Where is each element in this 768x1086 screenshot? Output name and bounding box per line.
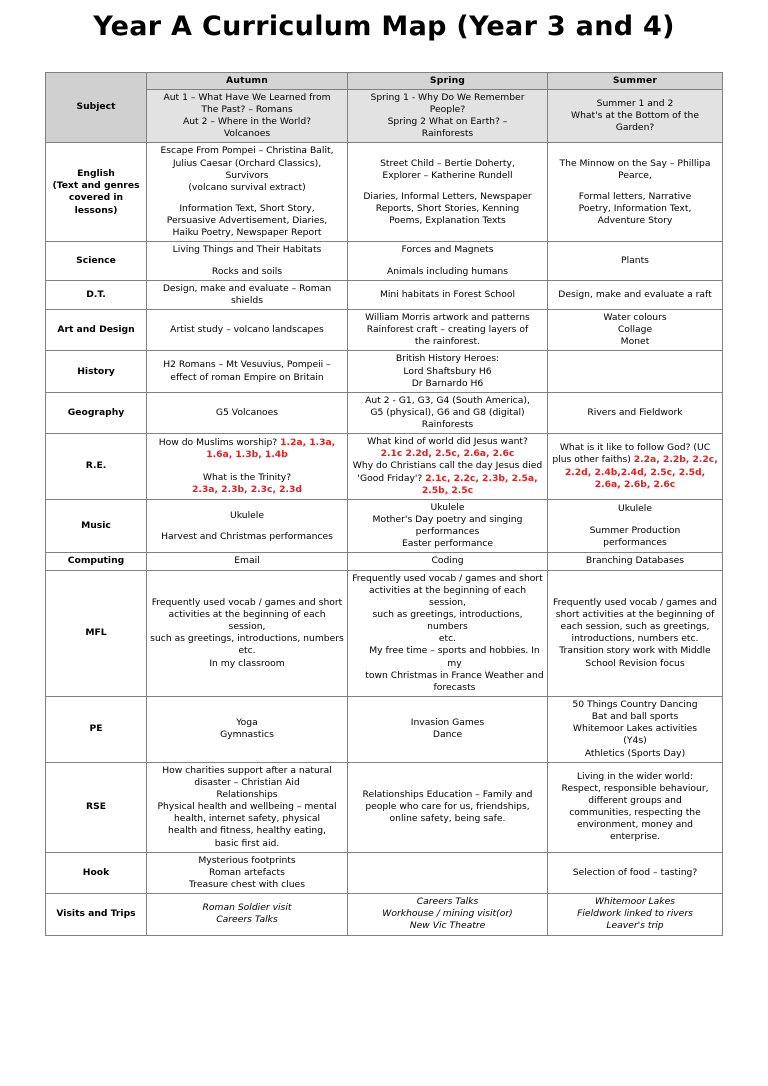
text-line: Spring 2 What on Earth? – [387,116,508,128]
text-line: Reports, Short Stories, Kenning [375,202,520,214]
cell-history-spring [348,351,548,392]
subject-label-computing [46,553,147,570]
text-line: Dr Barnardo H6 [411,377,484,389]
text-line: Volcanoes [223,128,271,140]
text-line [150,522,344,531]
table-row [46,697,723,763]
topic-summer [548,89,723,143]
text-line: RSE [86,801,106,813]
text-line: PE [89,723,103,735]
cell-music-autumn [147,499,348,553]
text-line: effect of roman Empire on Britain [170,371,324,383]
text-line: Design, make and evaluate a raft [558,288,712,300]
text-line: lessons) [74,204,118,216]
text-line: Plants [621,254,649,266]
text-line: Lord Shaftsbury H6 [403,365,492,377]
cell-english-summer [548,143,723,242]
text-line: Spring 1 - Why Do We Remember [370,91,525,103]
text-line: activities at the beginning of each session, [368,584,527,608]
text-line: Rocks and soils [211,265,283,277]
text-line: Selection of food – tasting? [572,866,698,878]
text-line: Yoga [236,717,258,729]
text-line: introductions, numbers etc. [571,633,699,645]
text-line: online safety, being safe. [389,813,506,825]
text-line: Harvest and Christmas performances [161,530,333,542]
text-line: Forces and Magnets [401,244,494,256]
cell-rse-autumn [147,762,348,852]
text-line: different groups and [588,795,682,807]
text-line: Athletics (Sports Day) [584,747,686,759]
re-autumn-q1-text: How do Muslims worship? [158,437,281,449]
text-line: Mysterious footprints [198,854,296,866]
text-line: Frequently used vocab / games and short [352,572,543,584]
text-line: performances [603,536,667,548]
table-row [46,143,723,242]
text-line: such as greetings, introductions, numbers [150,633,344,645]
re-autumn-q2-text: What is the Trinity? [202,471,292,483]
cell-pe-autumn [147,697,348,763]
text-line: Relationships Education – Family and [362,789,533,800]
text-line: Mother's Day poetry and singing [372,514,523,526]
cell-hook-autumn [147,852,348,893]
text-line: Summer 1 and 2 [596,97,674,109]
curriculum-map-table [45,72,723,936]
cell-hook-summer [548,852,723,893]
subject-label-english [46,143,147,242]
text-line: Survivors [225,169,269,181]
text-line: G5 (physical), G6 and G8 (digital) [370,406,525,418]
text-line: Collage [617,324,653,336]
text-line: basic first aid. [214,837,280,849]
text-line: etc. [238,645,256,657]
text-line: etc. [438,633,457,645]
text-line: Physical health and wellbeing – mental [157,801,337,813]
cell-dt-autumn [147,280,348,309]
text-line: Animals including humans [386,265,509,277]
cell-computing-autumn [147,553,348,570]
text-line: Email [234,555,260,567]
text-line: Formal letters, Narrative [578,190,692,202]
text-line: What's at the Bottom of the [571,110,699,122]
text-line: Branching Databases [585,555,685,567]
text-line: Roman Soldier visit [202,902,292,914]
mfl-spring-main [351,573,544,646]
text-line: Art and Design [57,324,135,336]
subject-label-visits-and-trips [46,894,147,935]
cell-geography-autumn [147,392,348,433]
cell-mfl-summer [548,570,723,696]
mfl-spring-detail [351,645,544,694]
table-row [46,762,723,852]
cell-geography-spring [348,392,548,433]
text-line: Workhouse / mining visit(or) [382,908,513,920]
text-line [150,194,344,203]
re-spring-q2-codes: 2.1c, 2.2c, 2.3b, 2.5a, 2.5b, 2.5c [421,472,538,496]
text-line [551,516,719,525]
cell-science-spring [348,242,548,280]
cell-art-autumn [147,309,348,350]
re-summer-q1-codes: 2.2a, 2.2b, 2.2c, 2.2d, 2.4b,2.4d, 2.5c, 2.5d, 2.6a, 2.6b, 2.6c [564,454,718,490]
text-line: D.T. [86,288,106,300]
text-line: Treasure chest with clues [189,878,305,890]
text-line: Escape From Pompei – Christina Balit, [160,145,334,157]
text-line: Water colours [603,311,667,323]
header-subject: Subject [46,72,147,143]
re-spring-q1-text: What kind of world did Jesus want? [367,436,528,448]
text-line: People? [429,103,466,115]
table-row [46,280,723,309]
cell-mfl-spring [348,570,548,696]
text-line: Coding [431,555,464,567]
cell-rse-summer [548,762,723,852]
text-line: each session, such as greetings, [560,621,710,633]
text-line: Careers Talks [216,914,278,926]
cell-visits-spring [348,894,548,935]
cell-re-autumn [147,434,348,500]
text-line: The Minnow on the Say – Phillipa [559,157,711,169]
text-line: Careers Talks [416,896,479,908]
text-line: Persuasive Advertisement, Diaries, [166,215,328,227]
table-row [46,242,723,280]
table-row [46,553,723,570]
text-line: G5 Volcanoes [215,406,279,418]
text-line: disaster – Christian Aid [194,776,300,788]
text-line: New Vic Theatre [409,920,486,932]
text-line: Information Text, Short Story, [179,202,315,214]
re-autumn-question-1 [150,437,344,461]
text-line: Dance [432,729,463,741]
table-header-row [46,72,723,89]
text-line: Living in the wider world: [576,770,694,782]
cell-art-spring [348,309,548,350]
text-line [351,257,544,266]
text-line: Mini habitats in Forest School [379,288,516,300]
text-line: Whitemoor Lakes [594,896,676,908]
text-line: (Text and genres [52,180,140,192]
subject-label-re: R.E. [46,434,147,500]
re-autumn-q2-codes: 2.3a, 2.3b, 2.3c, 2.3d [192,483,302,495]
cell-visits-summer [548,894,723,935]
spacer [150,462,344,472]
cell-re-summer [548,434,723,500]
text-line: such as greetings, introductions, numbers [372,609,523,633]
re-spring-q2-text: Why do Christians call the day Jesus died 'Good Friday'? [352,460,543,484]
text-line: environment, money and [576,819,694,831]
text-line: Gymnastics [220,729,274,741]
text-line: History [77,365,115,377]
text-line: Monet [620,336,650,348]
text-line: Adventure Story [597,215,673,227]
text-line: health, internet safety, physical [173,813,321,825]
re-spring-q1-codes: 2.1c 2.2d, 2.5c, 2.6a, 2.6c [380,448,515,460]
text-line: Ukulele [618,503,652,515]
cell-rse-spring [348,762,548,852]
text-line: Hook [82,866,110,878]
cell-geography-summer [548,392,723,433]
re-autumn-q1-codes: 1.2a, 1.3a, 1.6a, 1.3b, 1.4b [206,437,336,461]
cell-music-spring [348,499,548,553]
text-line: Rivers and Fieldwork [587,406,683,418]
cell-computing-spring [348,553,548,570]
subject-label-mfl: MFL [46,570,147,696]
re-summer-q1-text: What is it like to follow God? (UC plus other faiths) [552,442,711,466]
text-line: Whitemoor Lakes activities [572,723,698,735]
text-line: activities at the beginning of each session, [168,609,326,633]
text-line: School Revision focus [585,657,685,669]
topic-overview-row [46,89,723,143]
re-spring-question-2 [351,460,544,496]
text-line: Rainforest craft – creating layers of [366,324,529,336]
text-line: short activities at the beginning of [555,609,715,621]
text-line: Geography [67,406,125,418]
text-line: (Y4s) [623,735,647,747]
table-row [46,852,723,893]
text-line: Rainforests [421,128,474,140]
subject-label-music [46,499,147,553]
text-line: Diaries, Informal Letters, Newspaper [363,190,532,202]
text-line: Design, make and evaluate – Roman [162,282,332,294]
text-line: Leaver's trip [606,920,664,932]
text-line: Computing [67,555,125,567]
table-row [46,392,723,433]
page-title: Year A Curriculum Map (Year 3 and 4) [93,11,675,42]
text-line: Invasion Games [410,717,485,729]
table-row [46,434,723,500]
subject-label-art-and-design [46,309,147,350]
text-line: Pearce, [618,169,652,181]
text-line: Easter performance [401,538,493,550]
text-line: Julius Caesar (Orchard Classics), [172,157,322,169]
text-line: Music [81,520,111,532]
text-line: covered in [68,192,124,204]
cell-english-autumn [147,143,348,242]
text-line: performances [415,526,480,538]
cell-english-spring [348,143,548,242]
cell-computing-summer [548,553,723,570]
subject-label-geography [46,392,147,433]
text-line: Roman artefacts [209,866,285,878]
re-summer-question-1 [551,442,719,491]
cell-mfl-autumn [147,570,348,696]
cell-history-autumn [147,351,348,392]
cell-visits-autumn [147,894,348,935]
subject-label-rse [46,762,147,852]
text-line: The Past? – Romans [201,103,293,115]
cell-music-summer [548,499,723,553]
text-line: Aut 1 – What Have We Learned from [163,91,331,103]
text-line: Summer Production [589,524,681,536]
cell-dt-spring [348,280,548,309]
text-line: Frequently used vocab / games and short [151,596,343,608]
table-row [46,499,723,553]
cell-hook-spring [348,852,548,893]
topic-spring [348,89,548,143]
header-summer: Summer [548,72,723,89]
text-line: Bat and ball sports [591,711,679,723]
topic-autumn [147,89,348,143]
text-line: British History Heroes: [395,353,500,365]
text-line: Garden? [615,122,655,134]
cell-pe-spring [348,697,548,763]
text-line: Frequently used vocab / games and [552,596,718,608]
subject-label-science [46,242,147,280]
cell-science-autumn [147,242,348,280]
text-line: health and fitness, healthy eating, [168,825,326,837]
text-line: Transition story work with Middle [559,645,711,657]
cell-dt-summer [548,280,723,309]
text-line: communities, respecting the [569,807,701,819]
subject-label-dt [46,280,147,309]
table-row [46,309,723,350]
text-line: Poetry, Information Text, [578,202,692,214]
cell-pe-summer [548,697,723,763]
text-line: How charities support after a natural [162,764,332,776]
subject-label-pe [46,697,147,763]
header-autumn: Autumn [147,72,348,89]
text-line: Ukulele [230,509,264,521]
text-line [551,182,719,191]
text-line: Visits and Trips [56,908,136,920]
text-line: Street Child – Bertie Doherty, [380,157,515,169]
text-line: Poems, Explanation Texts [389,215,506,227]
text-line: Living Things and Their Habitats [172,244,322,256]
text-line: Relationships [216,789,278,800]
text-line: town Christmas in France Weather and [365,669,544,681]
text-line: Aut 2 – Where in the World? [182,116,312,128]
text-line: (volcano survival extract) [188,181,306,193]
text-line: Haiku Poetry, Newspaper Report [172,227,322,239]
header-spring: Spring [348,72,548,89]
table-row [46,570,723,696]
text-line: Explorer – Katherine Rundell [382,169,513,181]
text-line: enterprise. [609,831,661,843]
text-line: Fieldwork linked to rivers [577,908,693,920]
text-line: Ukulele [430,501,465,513]
text-line: the rainforest. [414,336,481,348]
cell-history-summer [548,351,723,392]
text-line: Artist study – volcano landscapes [170,324,324,336]
cell-art-summer [548,309,723,350]
text-line: My free time – sports and hobbies. In my [369,645,540,669]
subject-label-history [46,351,147,392]
text-line [150,257,344,266]
table-row [46,351,723,392]
text-line: Aut 2 - G1, G3, G4 (South America), [365,394,530,406]
text-line: shields [231,294,263,306]
cell-science-summer [548,242,723,280]
text-line: William Morris artwork and patterns [365,311,530,323]
text-line: English [77,168,115,180]
text-line: people who care for us, friendships, [365,801,530,813]
text-line: Science [76,254,116,266]
text-line: forecasts [433,681,476,693]
table-row [46,894,723,935]
text-line: In my classroom [209,657,285,669]
text-line [351,182,544,191]
text-line: 50 Things Country Dancing [572,699,698,711]
text-line: H2 Romans – Mt Vesuvius, Pompeii – [163,359,331,371]
text-line: Respect, responsible behaviour, [561,782,709,794]
subject-label-hook [46,852,147,893]
cell-re-spring [348,434,548,500]
text-line: Rainforests [421,419,474,431]
